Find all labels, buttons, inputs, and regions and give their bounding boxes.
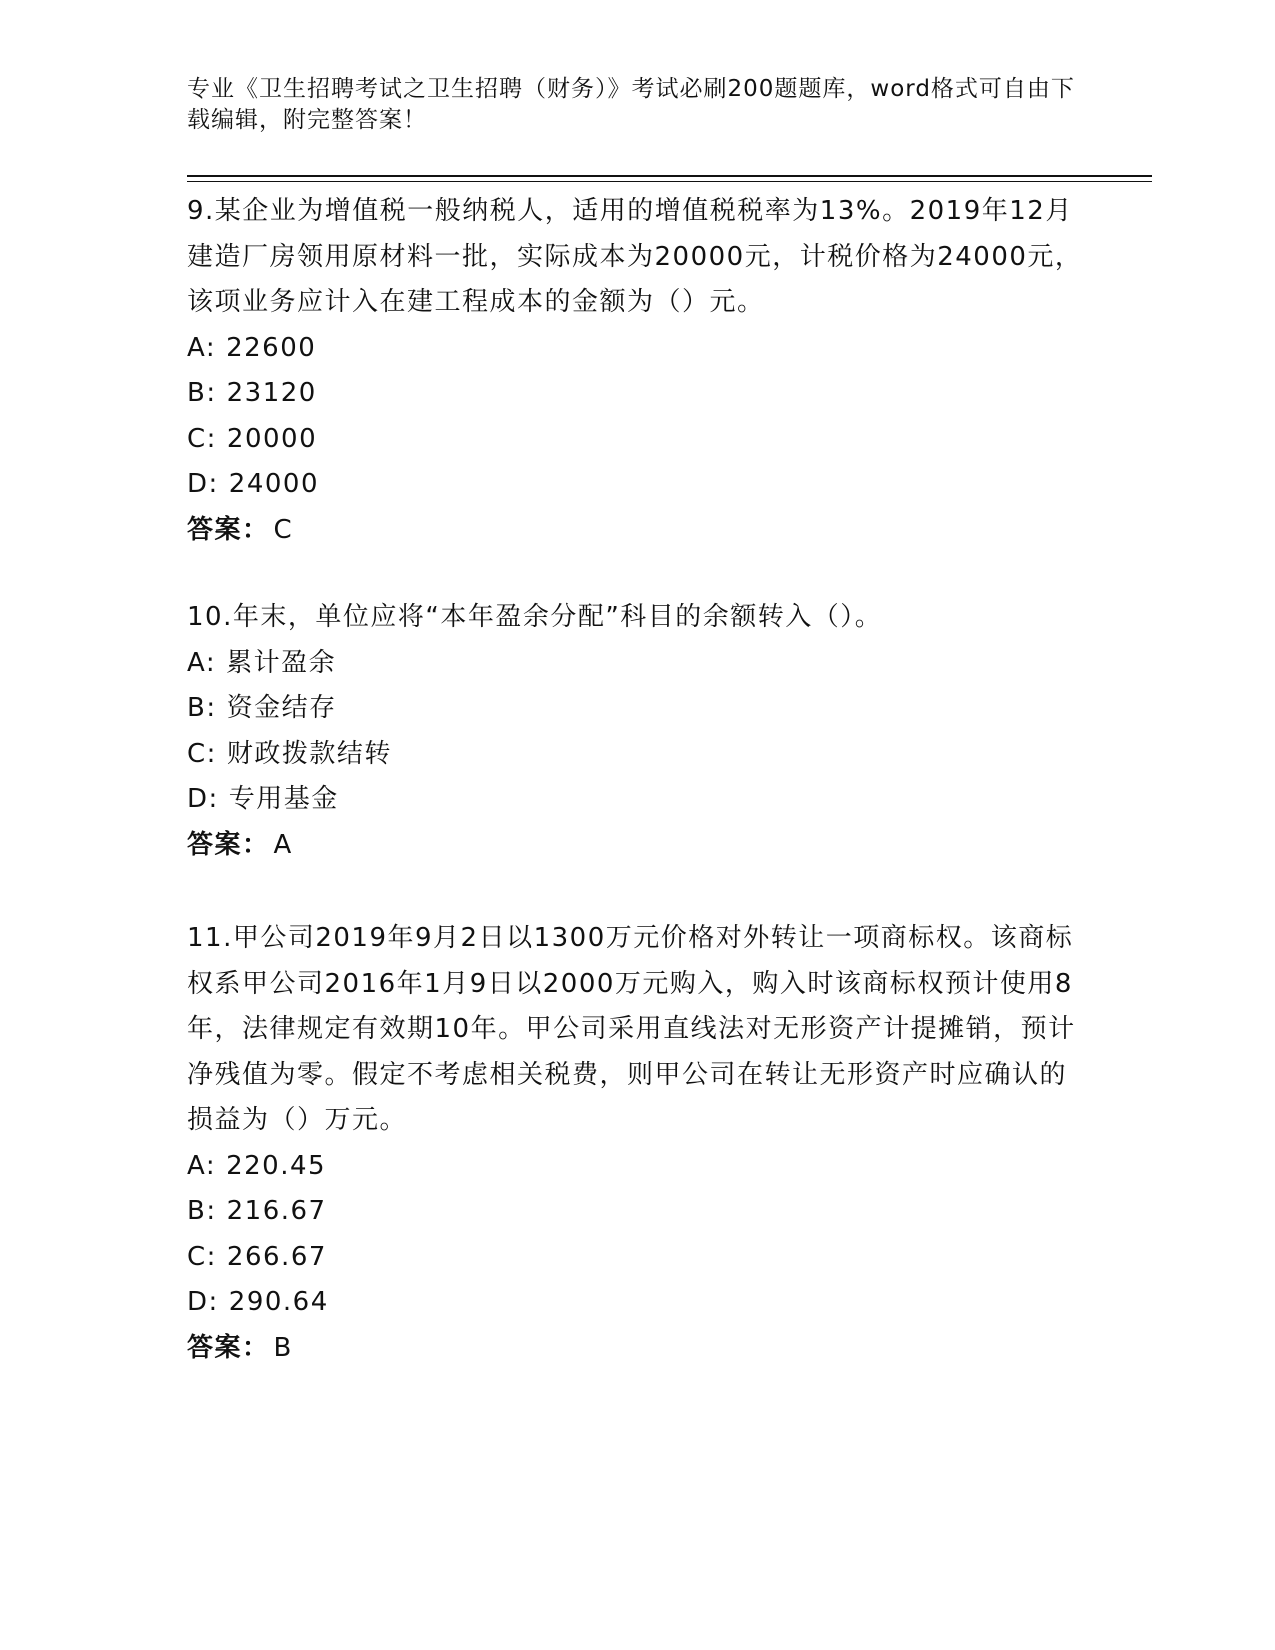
option-value: 220.45 [226,1150,327,1181]
option-value: 资金结存 [226,693,337,723]
question-block [187,595,1087,868]
option-value: 266.67 [226,1241,327,1272]
option-b [187,371,1087,417]
answer-value: B [273,1332,293,1363]
option-letter: B: [187,693,217,723]
option-value: 专用基金 [228,784,339,814]
option-value: 累计盈余 [226,647,337,678]
option-c [187,1235,1087,1281]
option-d [187,1280,1087,1326]
answer-line [187,1326,1087,1372]
header-title: 专业《卫生招聘考试之卫生招聘（财务）》考试必刷200题题库，word格式可自由下载编辑，附完整答案！ [187,76,1075,133]
option-letter: A: [187,332,217,363]
option-value: 财政拨款结转 [226,738,392,769]
question-block [187,189,1087,553]
option-value: 22600 [226,332,317,363]
option-a [187,1144,1087,1190]
option-a [187,326,1087,372]
option-b [187,686,1087,732]
option-letter: B: [187,378,217,408]
header-divider-thick [187,175,1152,177]
option-b [187,1189,1087,1235]
option-letter: A: [187,1150,217,1181]
question-block [187,916,1087,1371]
option-value: 290.64 [228,1287,329,1317]
option-value: 216.67 [226,1196,327,1226]
question-text: 9.某企业为增值税一般纳税人，适用的增值税税率为13%。2019年12月建造厂房领用原材料一批，实际成本为20000元，计税价格为24000元，该项业务应计入在建工程成本的金额为（）元。 [187,196,1083,317]
answer-label: 答案： [187,829,270,860]
option-letter: B: [187,1196,217,1226]
option-d [187,462,1087,508]
option-letter: A: [187,647,217,678]
answer-value: A [273,829,293,860]
question-text: 10.年末，单位应将“本年盈余分配”科目的余额转入（）。 [187,602,883,632]
option-d [187,777,1087,823]
answer-line [187,508,1087,554]
answer-value: C [273,514,294,545]
option-c [187,417,1087,463]
question-text: 11.甲公司2019年9月2日以1300万元价格对外转让一项商标权。该商标权系甲公司2016年1月9日以2000万元购入，购入时该商标权预计使用8年，法律规定有效期10年。甲公司采用直线法对无形资产计提摊销，预计净残值为零。假定不考虑相关税费，则甲公司在转让无形资产时应确认的损益为（）万元。 [187,923,1076,1135]
option-letter: C: [187,423,217,454]
answer-line [187,823,1087,869]
answer-label: 答案： [187,514,270,545]
option-letter: C: [187,738,217,769]
option-value: 20000 [226,423,318,454]
answer-label: 答案： [187,1332,270,1363]
option-value: 23120 [226,378,317,408]
option-letter: D: [187,469,219,499]
document-header [187,74,1077,136]
option-value: 24000 [228,469,319,499]
option-a [187,641,1087,687]
option-c [187,732,1087,778]
option-letter: C: [187,1241,217,1272]
option-letter: D: [187,784,219,814]
option-letter: D: [187,1287,219,1317]
header-divider-thin [187,181,1152,182]
